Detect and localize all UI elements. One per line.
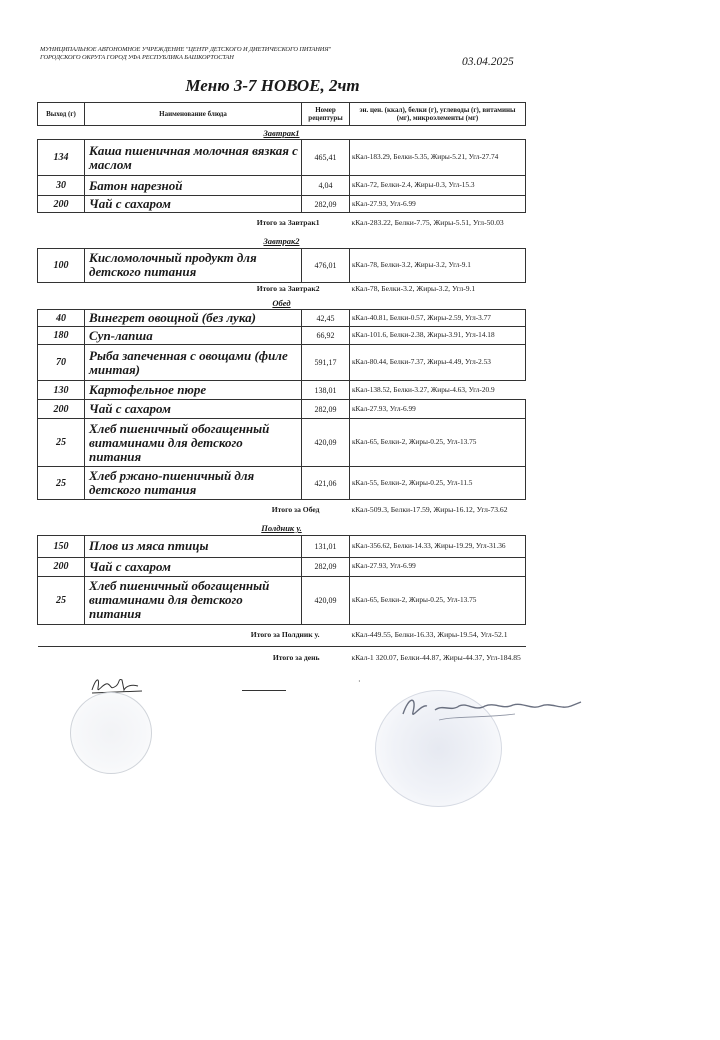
dish-nutrition: кКал-40.81, Белки-0.57, Жиры-2.59, Угл-3.77 bbox=[350, 310, 526, 327]
table-row bbox=[38, 140, 526, 176]
dish-output: 200 bbox=[38, 557, 85, 576]
table-row bbox=[38, 557, 526, 576]
page-title: Меню 3-7 НОВОЕ, 2чт bbox=[185, 76, 360, 95]
dish-output: 180 bbox=[38, 327, 85, 345]
dish-output: 130 bbox=[38, 381, 85, 400]
table-row bbox=[38, 467, 526, 500]
meal-heading-row bbox=[38, 522, 526, 536]
dish-output: 25 bbox=[38, 576, 85, 624]
signature-line bbox=[242, 690, 286, 691]
table-row bbox=[38, 248, 526, 282]
dish-name: Каша пшеничная молочная вязкая с маслом bbox=[85, 140, 302, 176]
dish-name: Хлеб пшеничный обогащенный витаминами для детского питания bbox=[85, 576, 302, 624]
dish-nutrition: кКал-72, Белки-2.4, Жиры-0.3, Угл-15.3 bbox=[350, 176, 526, 196]
meal-heading-breakfast2: Завтрак2 bbox=[263, 236, 300, 246]
dish-nutrition: кКал-27.93, Угл-6.99 bbox=[350, 196, 526, 213]
dish-recipe-number: 421,06 bbox=[302, 467, 350, 500]
dish-output: 134 bbox=[38, 140, 85, 176]
meal-total-row bbox=[38, 624, 526, 646]
document-date: 03.04.2025 bbox=[462, 56, 514, 68]
table-row bbox=[38, 176, 526, 196]
column-header-output: Выход (г) bbox=[38, 103, 85, 126]
dish-nutrition: кКал-183.29, Белки-5.35, Жиры-5.21, Угл-27.74 bbox=[350, 140, 526, 176]
table-row bbox=[38, 310, 526, 327]
dish-name: Хлеб пшеничный обогащенный витаминами для детского питания bbox=[85, 419, 302, 467]
dish-nutrition: кКал-55, Белки-2, Жиры-0.25, Угл-11.5 bbox=[350, 467, 526, 500]
meal-total-values: кКал-78, Белки-3.2, Жиры-3.2, Угл-9.1 bbox=[351, 283, 476, 293]
dish-output: 30 bbox=[38, 176, 85, 196]
meal-total-label: Итого за Обед bbox=[271, 505, 320, 515]
meal-total-values: кКал-283.22, Белки-7.75, Жиры-5.51, Угл-50.03 bbox=[351, 218, 504, 228]
dish-name: Батон нарезной bbox=[85, 176, 302, 196]
dish-recipe-number: 420,09 bbox=[302, 419, 350, 467]
dish-recipe-number: 591,17 bbox=[302, 345, 350, 381]
table-row bbox=[38, 400, 526, 419]
meal-total-label: Итого за Завтрак2 bbox=[256, 283, 320, 293]
column-header-recipe: Номер рецептуры bbox=[302, 103, 350, 126]
table-header-row bbox=[38, 103, 526, 126]
dish-nutrition: кКал-27.93, Угл-6.99 bbox=[350, 557, 526, 576]
meal-total-label: Итого за Полдник у. bbox=[250, 629, 320, 639]
dish-recipe-number: 465,41 bbox=[302, 140, 350, 176]
dish-recipe-number: 420,09 bbox=[302, 576, 350, 624]
meal-total-values: кКал-509.3, Белки-17.59, Жиры-16.12, Угл-73.62 bbox=[351, 505, 508, 515]
dish-recipe-number: 131,01 bbox=[302, 535, 350, 557]
column-header-name: Наименование блюда bbox=[85, 103, 302, 126]
meal-total-label: Итого за Завтрак1 bbox=[256, 218, 320, 228]
meal-total-row bbox=[38, 500, 526, 522]
dish-nutrition: кКал-101.6, Белки-2.38, Жиры-3.91, Угл-14.18 bbox=[350, 327, 526, 345]
dish-output: 70 bbox=[38, 345, 85, 381]
meal-heading-row bbox=[38, 296, 526, 310]
meal-heading-breakfast1: Завтрак1 bbox=[263, 127, 300, 138]
meal-heading-snack: Полдник у. bbox=[261, 523, 302, 533]
dish-nutrition: кКал-356.62, Белки-14.33, Жиры-19.29, Угл-31.36 bbox=[350, 535, 526, 557]
dish-recipe-number: 66,92 bbox=[302, 327, 350, 345]
dish-output: 100 bbox=[38, 248, 85, 282]
mark-dot: · bbox=[358, 677, 361, 686]
table-row bbox=[38, 196, 526, 213]
dish-recipe-number: 282,09 bbox=[302, 196, 350, 213]
dish-nutrition: кКал-78, Белки-3.2, Жиры-3.2, Угл-9.1 bbox=[350, 248, 526, 282]
stamp-seal-left bbox=[70, 692, 152, 774]
table-row bbox=[38, 327, 526, 345]
dish-name: Кисломолочный продукт для детского питания bbox=[85, 248, 302, 282]
column-header-nutrition: эн. цен. (ккал), белки (г), углеводы (г), витамины (мг), микроэлементы (мг) bbox=[350, 103, 526, 126]
organization-name: МУНИЦИПАЛЬНОЕ АВТОНОМНОЕ УЧРЕЖДЕНИЕ "ЦЕНТР ДЕТСКОГО И ДИЕТИЧЕСКОГО ПИТАНИЯ" ГОРОДСКОГО ОКРУГА ГОРОД УФА РЕСПУБЛИКА БАШКОРТОСТАН bbox=[40, 46, 332, 61]
dish-name: Рыба запеченная с овощами (филе минтая) bbox=[85, 345, 302, 381]
dish-nutrition: кКал-27.93, Угл-6.99 bbox=[350, 400, 526, 419]
day-total-label: Итого за день bbox=[272, 652, 320, 662]
dish-output: 200 bbox=[38, 400, 85, 419]
dish-recipe-number: 42,45 bbox=[302, 310, 350, 327]
table-row bbox=[38, 419, 526, 467]
dish-nutrition: кКал-138.52, Белки-3.27, Жиры-4.63, Угл-20.9 bbox=[350, 381, 526, 400]
dish-output: 200 bbox=[38, 196, 85, 213]
dish-name: Чай с сахаром bbox=[85, 557, 302, 576]
meal-heading-lunch: Обед bbox=[272, 297, 291, 308]
day-total-values: кКал-1 320.07, Белки-44.87, Жиры-44.37, Угл-184.85 bbox=[351, 652, 521, 662]
meal-heading-row bbox=[38, 126, 526, 140]
dish-name: Суп-лапша bbox=[85, 327, 302, 345]
dish-nutrition: кКал-65, Белки-2, Жиры-0.25, Угл-13.75 bbox=[350, 576, 526, 624]
dish-name: Винегрет овощной (без лука) bbox=[85, 310, 302, 327]
table-row bbox=[38, 535, 526, 557]
meal-total-row bbox=[38, 213, 526, 235]
table-row bbox=[38, 576, 526, 624]
dish-output: 150 bbox=[38, 535, 85, 557]
table-row bbox=[38, 381, 526, 400]
dish-nutrition: кКал-65, Белки-2, Жиры-0.25, Угл-13.75 bbox=[350, 419, 526, 467]
dish-recipe-number: 476,01 bbox=[302, 248, 350, 282]
dish-recipe-number: 282,09 bbox=[302, 400, 350, 419]
dish-nutrition: кКал-80.44, Белки-7.37, Жиры-4.49, Угл-2.53 bbox=[350, 345, 526, 381]
dish-output: 25 bbox=[38, 467, 85, 500]
dish-output: 40 bbox=[38, 310, 85, 327]
day-total-row bbox=[38, 646, 526, 670]
meal-total-values: кКал-449.55, Белки-16.33, Жиры-19.54, Угл-52.1 bbox=[351, 629, 508, 639]
dish-recipe-number: 282,09 bbox=[302, 557, 350, 576]
meal-total-row bbox=[38, 282, 526, 296]
dish-name: Плов из мяса птицы bbox=[85, 535, 302, 557]
table-row bbox=[38, 345, 526, 381]
dish-recipe-number: 138,01 bbox=[302, 381, 350, 400]
dish-name: Картофельное пюре bbox=[85, 381, 302, 400]
dish-name: Чай с сахаром bbox=[85, 196, 302, 213]
dish-name: Хлеб ржано-пшеничный для детского питания bbox=[85, 467, 302, 500]
meal-heading-row bbox=[38, 235, 526, 249]
dish-name: Чай с сахаром bbox=[85, 400, 302, 419]
dish-recipe-number: 4,04 bbox=[302, 176, 350, 196]
signature-right bbox=[395, 690, 590, 726]
dish-output: 25 bbox=[38, 419, 85, 467]
menu-table bbox=[37, 102, 526, 670]
